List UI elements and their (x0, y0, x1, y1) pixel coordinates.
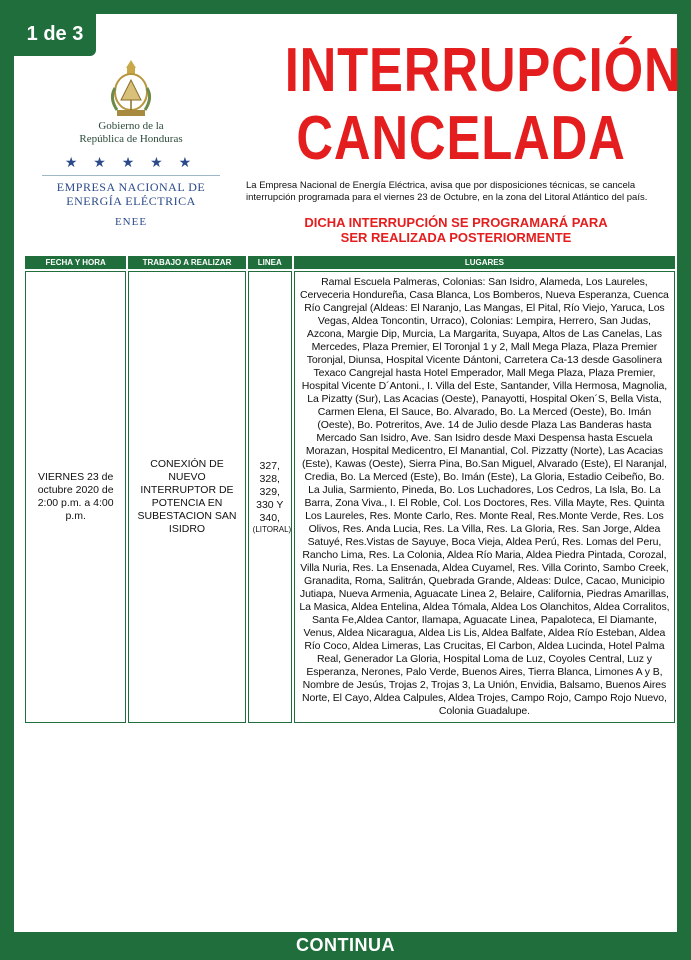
page-indicator: 1 de 3 (14, 14, 96, 56)
header-linea: LINEA (248, 256, 292, 269)
notice-line-2: SER REALIZADA POSTERIORMENTE (340, 230, 572, 245)
header-trabajo: TRABAJO A REALIZAR (128, 256, 245, 269)
header-lugares: LUGARES (294, 256, 675, 269)
gov-line-1: Gobierno de la (98, 120, 164, 132)
cell-lugares: Ramal Escuela Palmeras, Colonias: San Isidro, Alameda, Los Laureles, Cerveceria Hondureña, Casa Blanca, Los Bomberos, Nueva Esperanza, Cuenca Río Cangrejal (Aldeas: El Naranjo, Las Mangas, El Pital, Río Viejo, Yaruca, Los Vegas, Aldea Toncontin, Urraco), Colonias: Lempira, Herrero, San Judas, Azcona, Margie Dip, Murcia, La Margarita, Suyapa, Altos de Las Canelas, Las Mercedes, Plaza Premier, El Toronjal 1 y 2, Mall Mega Plaza, Plaza Premier Toronjal, Diunsa, Hospital Vicente Dántoni, Carretera Ca-13 desde Gasolinera Texaco Cangrejal hasta Hotel Emperador, Mall Mega Plaza, Plaza Premier, Hospital Vicente D´Antoni., I. Villa del Este, Santander, Villa Hermosa, Magnolia, La Pizatty (Sur), Las Acacias (Oeste), Panayotti, Hospital Oken´S, Bella Vista, Carmen Elena, El Sauce, Bo. Alvarado, Bo. La Merced (Oeste), Bo. Imán (Oeste), Bo. Potreritos, Ave. 14 de Julio desde Plaza Las Banderas hasta Mercado San Isidro, Ave. San Isidro desde Maxi Despensa hasta Escuela Morazan, Hospital Medicentro, El Manantial, Col. Pizzatty (Norte), Las Acacias (Este), Kawas (Oeste), Sierra Pina, Bo.San Miguel, Alvarado (Este), El Naranjal, Credia, Bo. La Merced (Este), Bo. Imán (Este), La Gloria, Estadio Ceibeño, Bo. La Julia, Sarmiento, Pineda, Bo. Los Luchadores, Los Cedros, La Isla, Bo. La Barra, Zona Viva., I. El Roble, Col. Los Doctores, Res. Villa Mayte, Res. Quinta Los Laureles, Res. Monte Carlo, Res. Monte Real, Res.Monte Verde, Res. Los Olivos, Res. Anda Lucia, Res. La Villa, Res. La Gloria, Res. San Jorge, Aldea Satuyé, Res.Vistas de Sayuye, Boca Vieja, Aldea Perú, Res. Lomas del Peru, Rancho Lima, Res. La Colonia, Aldea Río Maria, Aldea Piedra Pintada, Corozal, Villa Nuria, Res. La Ensenada, Aldea Cuyamel, Res. Villa Corinto, Sambo Creek, Granadita, Roma, Salitrán, Quebrada Grande, Aldeas: Dulce, Cacao, Municipio Jutiapa, Nueva Armenia, Aguacate Linea 2, Belaire, California, Piedras Amarillas, La Masica, Aldea Entelina, Aldea Tómala, Aldea Los Olanchitos, Aldea Corralitos, Santa Fe,Aldea Cantor, Ilamapa, Aguacate Linea, Papaloteca, El Diamante, Venus, Aldea Nicaragua, Aldea Lis Lis, Aldea Balfate, Aldea Río Esteban, Aldea Río Coco, Aldea Limeras, Las Crucitas, El Carbon, Aldea Lucinda, Hotel Palma Real, Generador La Gloria, Hospital Loma de Luz, Coyoles Central, Luz y Esperanza, Nerones, Palo Verde, Buenos Aires, Tierra Blanca, Limones A y B, Nombre de Jesús, Trojas 2, Trojas 3, La Unión, Envidia, Balsamo, Buenos Aires Norte, El Cayo, Aldea Calpules, Aldea Trojes, Campo Rojo, Campo Rojo Nuevo, Colonia Guadalupe. (294, 271, 675, 723)
company-name-line-1: EMPRESA NACIONAL DE (56, 180, 206, 194)
notice-page (14, 14, 682, 932)
company-name-line-2: ENERGÍA ELÉCTRICA (66, 194, 196, 208)
stars-icon: ★ ★ ★ ★ ★ (64, 154, 198, 170)
header-fecha: FECHA Y HORA (25, 256, 126, 269)
cell-fecha: VIERNES 23 de octubre 2020 de 2:00 p.m. a 4:00 p.m. (25, 271, 126, 723)
cell-trabajo: CONEXIÓN DE NUEVO INTERRUPTOR DE POTENCIA EN SUBESTACION SAN ISIDRO (128, 271, 245, 723)
gov-line-2: República de Honduras (79, 133, 183, 145)
company-abbr: ENEE (114, 216, 148, 228)
reschedule-notice (246, 215, 666, 245)
title-line-2: CANCELADA (296, 104, 626, 173)
continue-label: CONTINUA (296, 935, 395, 955)
intro-text: La Empresa Nacional de Energía Eléctrica, avisa que por disposiciones técnicas, se cancela interrupción programada para el viernes 23 de Octubre, en la zona del Litoral Atlántico del país. (246, 180, 648, 203)
title-line-1: INTERRUPCIÓN (284, 36, 682, 105)
interruption-table (23, 254, 677, 725)
linea-values: 327, 328, 329, 330 Y 340, (256, 459, 284, 524)
linea-note: (LITORAL) (252, 524, 292, 534)
logo-divider (42, 175, 220, 176)
cell-linea (248, 271, 292, 723)
table-row (25, 271, 675, 723)
table-header-row (25, 256, 675, 269)
honduras-coat-of-arms-icon (105, 58, 157, 120)
notice-line-1: DICHA INTERRUPCIÓN SE PROGRAMARÁ PARA (304, 215, 608, 230)
enee-logo-block (36, 58, 226, 228)
